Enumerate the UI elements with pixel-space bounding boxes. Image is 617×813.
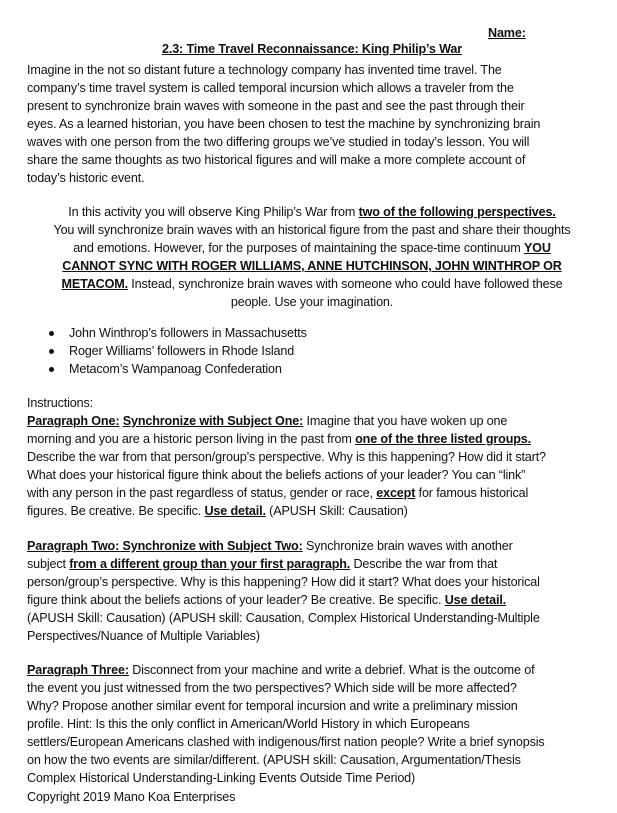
activity-line: people. Use your imagination. [230,295,394,309]
p1-line [27,484,528,502]
activity-emphasis: two of the following perspectives. [358,205,556,219]
activity-line: You will synchronize brain waves with an historical figure from the past and share their thoughts [53,223,571,237]
p1-line: What does your historical figure think about the beliefs actions of your leader? You can “link” [27,468,526,482]
bullet-icon [49,367,54,372]
p2-text: subject [27,557,70,571]
activity-text: Instead, synchronize brain waves with someone who could have followed these [127,277,563,291]
intro-line: share the same thoughts as two historical figures and will make a more complete account of [27,153,526,167]
p1-line: Describe the war from that person/group’s perspective. Why is this happening? How did it start? [27,450,546,464]
name-label: Name: [488,26,526,40]
bullet-icon [49,331,54,336]
list-item: Roger Williams’ followers in Rhode Island [69,344,295,358]
p3-text: Disconnect from your machine and write a debrief. What is the outcome of [128,663,535,677]
p1-text: Imagine that you have woken up one [303,414,508,428]
intro-line: Imagine in the not so distant future a technology company has invented time travel. The [27,63,502,77]
intro-line: present to synchronize brain waves with someone in the past and see the past through their [27,99,525,113]
activity-text: In this activity you will observe King Philip’s War from [68,205,359,219]
p3-line [27,661,534,679]
p1-emphasis: one of the three listed groups. [355,432,531,446]
p1-line [27,430,531,448]
p2-heading: Paragraph Two: Synchronize with Subject Two: [27,539,303,553]
p2-line: person/group’s perspective. Why is this happening? How did it start? What does your historical [27,575,540,589]
p3-line: profile. Hint: Is this the only conflict in American/World History in which Europeans [27,717,470,731]
bullet-icon [49,349,54,354]
p2-line: (APUSH Skill: Causation) (APUSH skill: Causation, Complex Historical Understanding-Multiple [27,611,540,625]
p1-subheading: Synchronize with Subject One: [122,414,304,428]
p1-line [27,502,408,520]
p2-text: Synchronize brain waves with another [302,539,513,553]
p1-text: morning and you are a historic person living in the past from [27,432,356,446]
p1-emphasis: Use detail. [204,504,266,518]
p2-line [27,591,506,609]
intro-line: company’s time travel system is called temporal incursion which allows a traveler from the [27,81,514,95]
p2-emphasis: from a different group than your first paragraph. [69,557,351,571]
activity-warning: YOU [523,241,551,255]
activity-warning: METACOM. [61,277,128,291]
instructions-label: Instructions: [27,396,93,410]
p1-text: with any person in the past regardless of status, gender or race, [27,486,377,500]
activity-line [27,275,597,293]
p1-text: for famous historical [415,486,529,500]
p1-heading: Paragraph One: [27,414,120,428]
p2-emphasis: Use detail. [444,593,507,607]
p2-text: Describe the war from that [350,557,498,571]
p2-text: figure think about the beliefs actions of your leader? Be creative. Be specific. [27,593,445,607]
p1-line [27,412,507,430]
p2-line: Perspectives/Nuance of Multiple Variables) [27,629,260,643]
p3-heading: Paragraph Three: [27,663,129,677]
p3-line: settlers/European Americans clashed with indigenous/first nation people? Write a brief synopsis [27,735,545,749]
p1-text: figures. Be creative. Be specific. [27,504,205,518]
intro-line: today’s historic event. [27,171,145,185]
activity-text: and emotions. However, for the purposes of maintaining the space-time continuum [73,241,524,255]
activity-warning-line: CANNOT SYNC WITH ROGER WILLIAMS, ANNE HUTCHINSON, JOHN WINTHROP OR [62,259,562,273]
list-item: John Winthrop’s followers in Massachusetts [69,326,307,340]
p2-line [27,537,513,555]
activity-line [27,239,597,257]
p1-emphasis: except [376,486,416,500]
list-item: Metacom’s Wampanoag Confederation [69,362,282,376]
p3-line: Complex Historical Understanding-Linking Events Outside Time Period) [27,771,416,785]
p3-line: on how the two events are similar/different. (APUSH skill: Causation, Argumentation/Thesis [27,753,521,767]
intro-line: eyes. As a learned historian, you have been chosen to test the machine by synchronizing brain [27,117,541,131]
copyright-footer: Copyright 2019 Mano Koa Enterprises [27,790,236,804]
activity-line [27,203,597,221]
p2-line [27,555,497,573]
p3-line: Why? Propose another similar event for temporal incursion and write a preliminary mission [27,699,518,713]
p1-text: (APUSH Skill: Causation) [265,504,408,518]
intro-line: waves with one person from the two differing groups we’ve studied in today’s lesson. You will [27,135,530,149]
p3-line: the event you just witnessed from the two perspectives? Which side will be more affected? [27,681,517,695]
page-title: 2.3: Time Travel Reconnaissance: King Philip’s War [162,42,462,56]
